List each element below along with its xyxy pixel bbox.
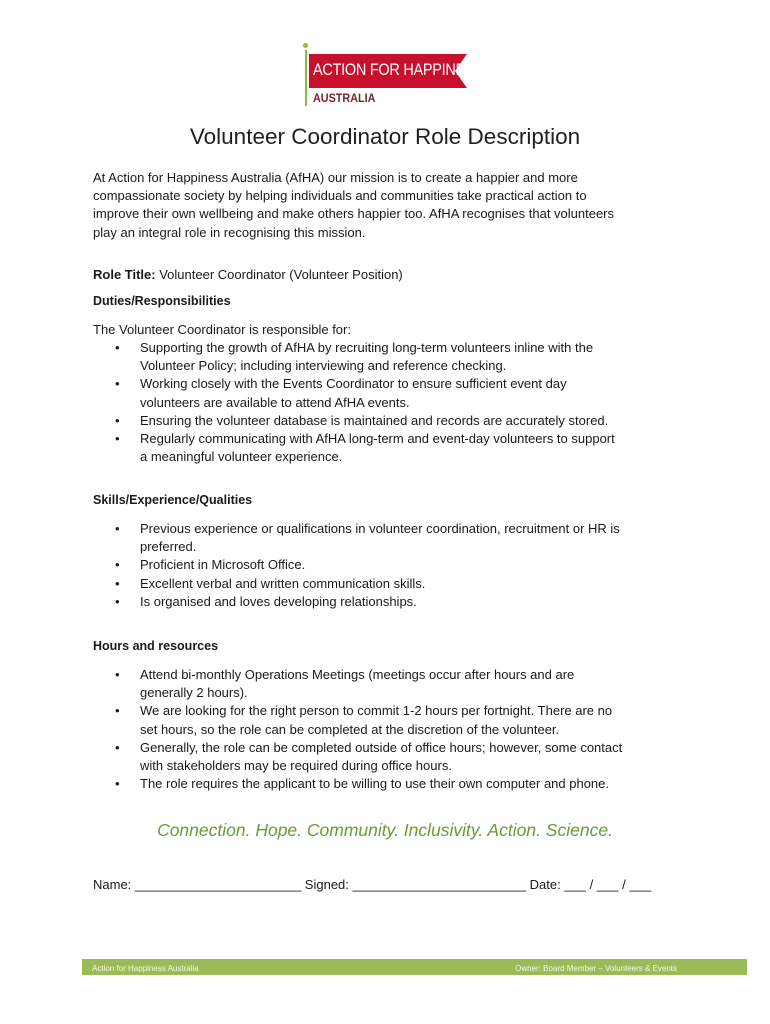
intro-line: compassionate society by helping individuals and communities take practical action to (93, 188, 587, 204)
bullet: • (115, 667, 120, 682)
bullet: • (115, 575, 120, 591)
list-item: • Regularly communicating with AfHA long-term and event-day volunteers to support a meaningful volunteer experience. (115, 431, 615, 465)
list-item: • Is organised and loves developing relationships. (93, 593, 620, 611)
footer-right: Owner: Board Member – Volunteers & Events (515, 964, 677, 973)
footer-left: Action for Happiness Australia (92, 964, 199, 973)
logo-stem (305, 50, 307, 106)
tagline: Connection. Hope. Community. Inclusivity. Action. Science. (157, 820, 613, 840)
page-title: Volunteer Coordinator Role Description (189, 124, 581, 149)
logo-banner (309, 54, 484, 88)
role-title-line (93, 266, 403, 284)
list-item: • Attend bi-monthly Operations Meetings (meetings occur after hours and are generally 2 hours). (115, 667, 575, 701)
bullet: • (115, 776, 120, 792)
list-item: • Working closely with the Events Coordinator to ensure sufficient event day volunteers are available to attend AfHA events. (115, 376, 567, 410)
intro-paragraph (93, 169, 693, 242)
bullet: • (115, 703, 120, 719)
skills-list (93, 520, 620, 611)
bullet: • (115, 557, 120, 573)
skills-heading: Skills/Experience/Qualities (93, 493, 253, 507)
list-item: • Ensuring the volunteer database is maintained and records are accurately stored. (93, 412, 615, 430)
hours-heading: Hours and resources (93, 639, 219, 653)
logo-title: ACTION FOR HAPPINESS (313, 60, 484, 79)
role-title-label: Role Title: (93, 267, 156, 282)
duties-heading: Duties/Responsibilities (93, 294, 231, 308)
bullet: • (115, 376, 120, 392)
logo-dot (303, 43, 308, 48)
list-item: • The role requires the applicant to be willing to use their own computer and phone. (93, 775, 622, 793)
list-item: • Previous experience or qualifications in volunteer coordination, recruitment or HR is preferred. (115, 521, 620, 555)
signature-line: Name: _______________________ Signed: ________________________ Date: ___ / ___ / ___ (93, 877, 652, 892)
duties-lead: The Volunteer Coordinator is responsible for: (93, 322, 351, 337)
hours-list (93, 666, 622, 793)
bullet: • (115, 593, 120, 609)
list-item: • Proficient in Microsoft Office. (93, 556, 620, 574)
duties-list (93, 339, 615, 466)
list-item: • Generally, the role can be completed outside of office hours; however, some contact with stakeholders may be required during office hours. (115, 739, 623, 774)
bullet: • (115, 521, 120, 536)
bullet: • (115, 739, 120, 755)
logo-subtitle: AUSTRALIA (313, 91, 376, 105)
role-title-value: Volunteer Coordinator (Volunteer Position) (155, 267, 403, 282)
bullet: • (115, 431, 120, 447)
list-item: • We are looking for the right person to commit 1-2 hours per fortnight. There are no set hours, so the role can be completed at the discretion of the volunteer. (115, 703, 613, 737)
bullet: • (115, 412, 120, 428)
bullet: • (115, 340, 120, 355)
intro-line: play an integral role in recognising this mission. (93, 224, 366, 240)
list-item: • Supporting the growth of AfHA by recruiting long-term volunteers inline with the Volunteer Policy; including interviewing and reference checking. (115, 340, 594, 374)
intro-line: At Action for Happiness Australia (AfHA) our mission is to create a happier and more (93, 170, 578, 185)
intro-line: improve their own wellbeing and make others happier too. AfHA recognises that volunteers (93, 206, 615, 222)
list-item: • Excellent verbal and written communication skills. (93, 575, 620, 593)
footer-bar (82, 959, 747, 975)
